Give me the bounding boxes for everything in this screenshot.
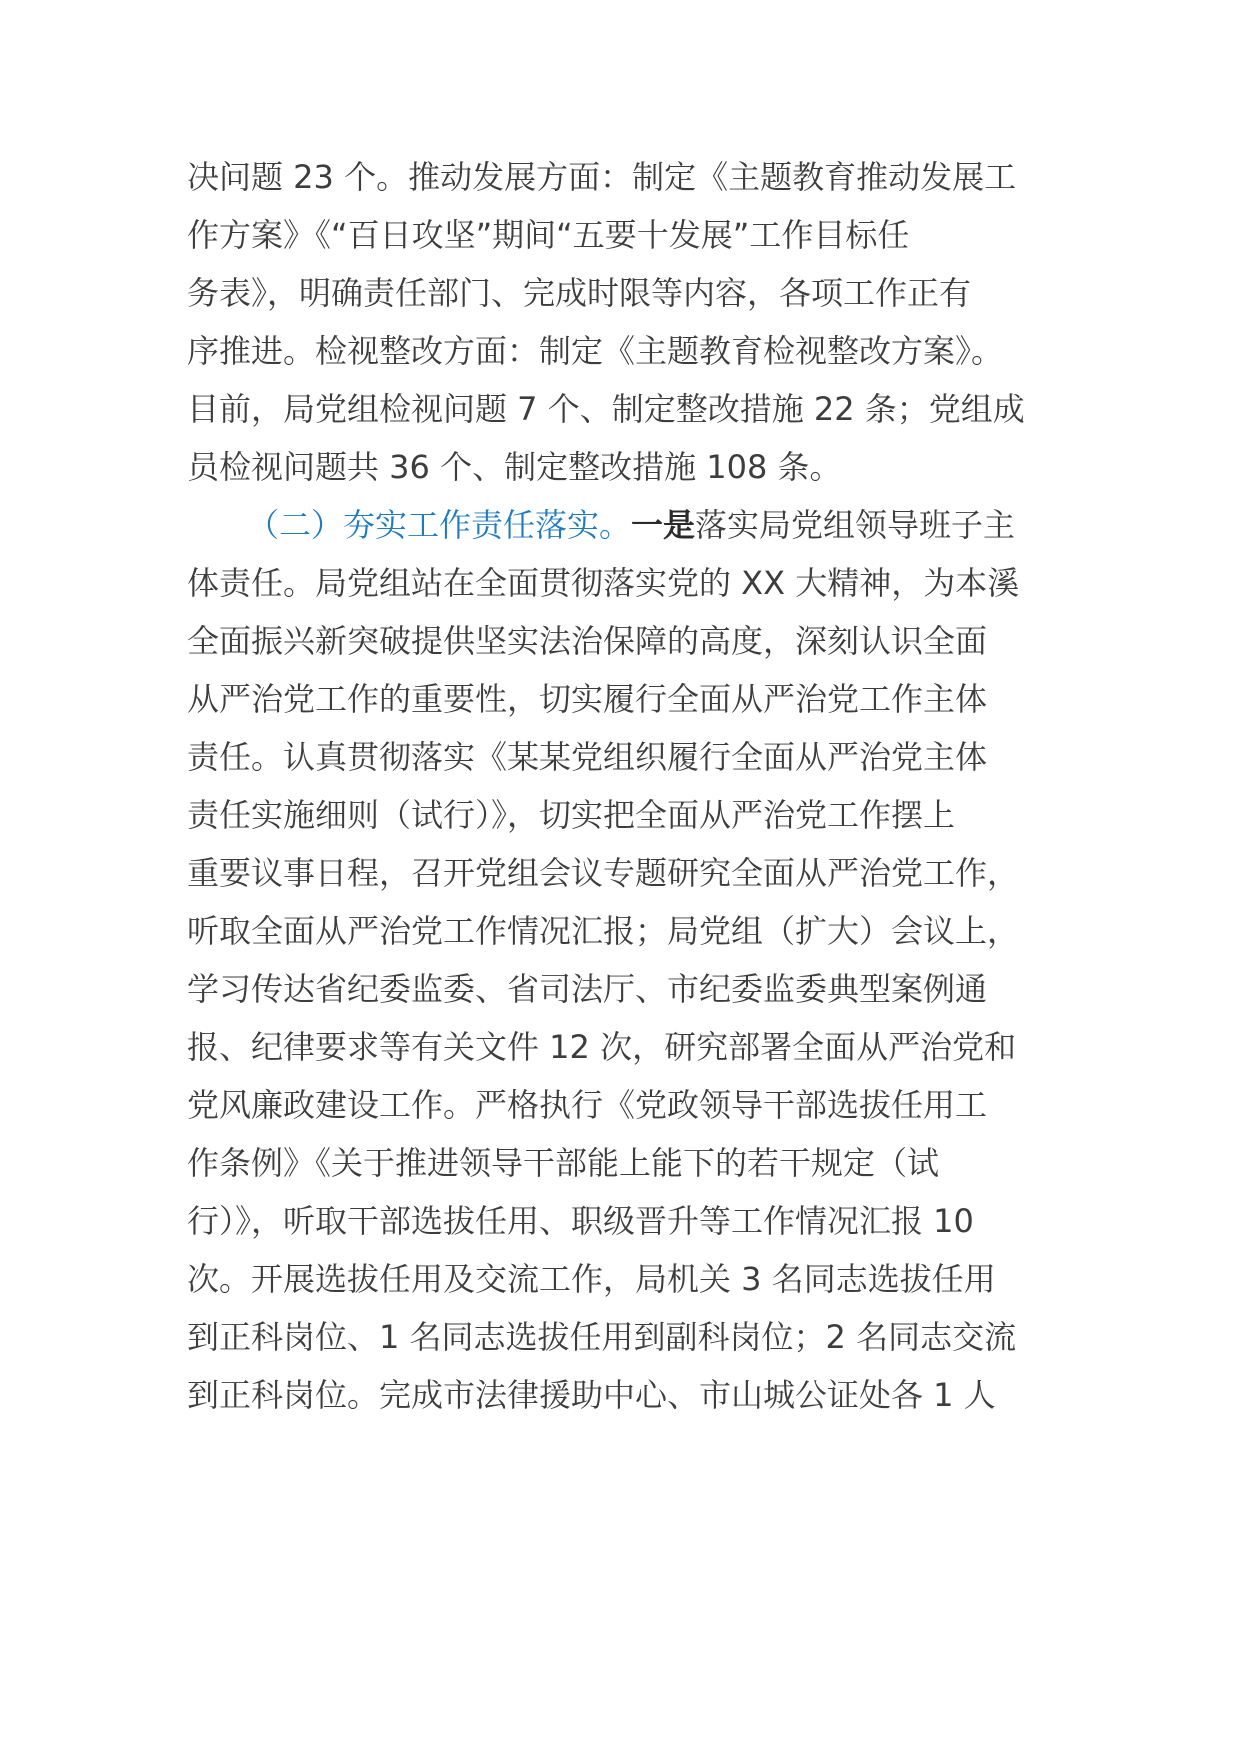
text-line: 次。开展选拔任用及交流工作，局机关 3 名同志选拔任用 [187, 1260, 996, 1298]
text-line: 全面振兴新突破提供坚实法治保障的高度，深刻认识全面 [187, 622, 988, 660]
section-heading: （二）夯实工作责任落实。 [247, 506, 632, 544]
text-line: 重要议事日程，召开党组会议专题研究全面从严治党工作， [187, 854, 1020, 892]
text-line: 到正科岗位。完成市法律援助中心、市山城公证处各 1 人 [187, 1376, 996, 1414]
heading-line-text: 落实局党组领导班子主 [695, 506, 1016, 544]
text-line: 行）》，听取干部选拔任用、职级晋升等工作情况汇报 10 [187, 1202, 974, 1240]
lead-bold-text: 一是 [631, 506, 696, 544]
text-line: 决问题 23 个。推动发展方面：制定《主题教育推动发展工 [187, 158, 1017, 196]
text-line: 作方案》《“百日攻坚”期间“五要十发展”工作目标任 [187, 216, 910, 254]
text-line: 党风廉政建设工作。严格执行《党政领导干部选拔任用工 [187, 1086, 988, 1124]
text-line: 体责任。局党组站在全面贯彻落实党的 XX 大精神，为本溪 [187, 564, 1020, 602]
text-line: 序推进。检视整改方面：制定《主题教育检视整改方案》。 [187, 332, 1004, 370]
text-line: 学习传达省纪委监委、省司法厅、市纪委监委典型案例通 [187, 970, 988, 1008]
text-line: 责任。认真贯彻落实《某某党组织履行全面从严治党主体 [187, 738, 988, 776]
text-line: 从严治党工作的重要性，切实履行全面从严治党工作主体 [187, 680, 988, 718]
section-heading-line [247, 505, 1015, 545]
text-line: 报、纪律要求等有关文件 12 次，研究部署全面从严治党和 [187, 1028, 1017, 1066]
text-line: 目前，局党组检视问题 7 个、制定整改措施 22 条；党组成 [187, 390, 1025, 428]
text-line: 员检视问题共 36 个、制定整改措施 108 条。 [187, 448, 842, 486]
text-line: 听取全面从严治党工作情况汇报；局党组（扩大）会议上， [187, 912, 1020, 950]
text-line: 务表》，明确责任部门、完成时限等内容，各项工作正有 [187, 274, 972, 312]
text-line: 到正科岗位、1 名同志选拔任用到副科岗位；2 名同志交流 [187, 1318, 1017, 1356]
text-line: 责任实施细则（试行）》，切实把全面从严治党工作摆上 [187, 796, 956, 834]
text-line: 作条例》《关于推进领导干部能上能下的若干规定（试 [187, 1144, 940, 1182]
